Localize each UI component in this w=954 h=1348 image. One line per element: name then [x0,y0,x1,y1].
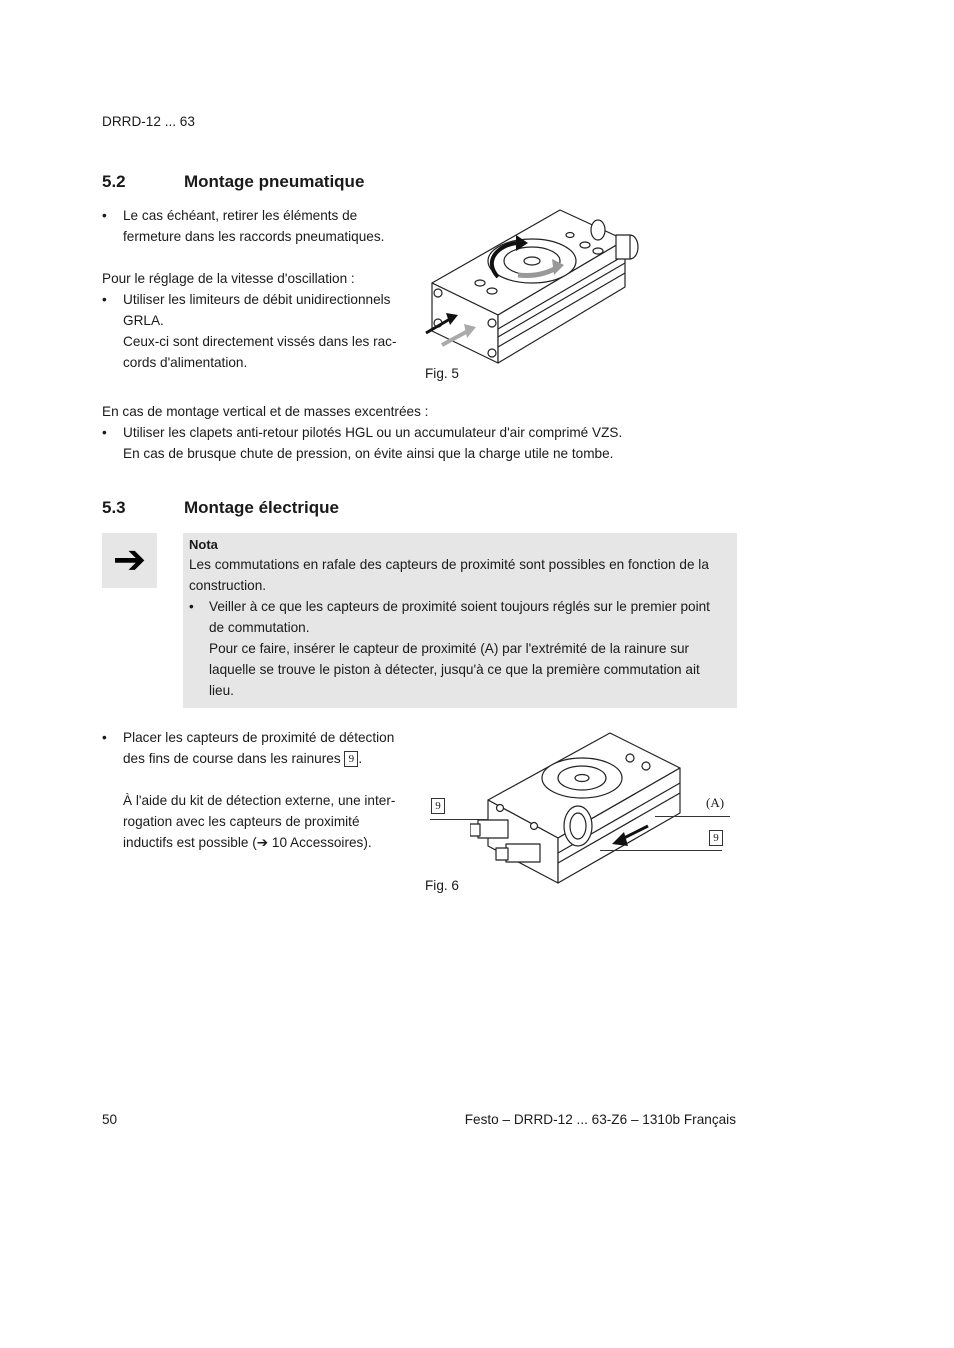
figure-label-a: (A) [706,795,725,810]
text-span: inductifs est possible ( [123,835,257,850]
section-number: 5.2 [102,172,126,191]
arrow-right-icon: ➔ [256,835,269,850]
reference-box: 9 [431,798,445,814]
reference-box: 9 [709,830,723,846]
text-line: À l'aide du kit de détection externe, une inter- [123,793,396,808]
text-line: Utiliser les clapets anti-retour pilotés HGL ou un accumulateur d'air comprimé VZS. [123,425,623,440]
leader-line [655,816,730,817]
section-number: 5.3 [102,498,126,517]
text-line [123,748,362,769]
section-title: Montage pneumatique [184,172,365,191]
figure-6-sensor-grooves [470,728,690,888]
nota-text: construction. [189,578,267,593]
text-span: . [358,751,363,766]
text-span: des fins de course dans les rainures [123,751,341,766]
bullet-mark: • [102,292,107,307]
reference-box: 9 [344,751,358,767]
bullet-mark: • [102,730,107,745]
text-line: Veiller à ce que les capteurs de proximité soient toujours réglés sur le premier point [209,599,710,614]
figure-caption: Fig. 5 [425,366,459,381]
text-line: GRLA. [123,313,164,328]
bullet-mark: • [189,599,194,614]
text-line: Utiliser les limiteurs de débit unidirectionnels [123,292,391,307]
paragraph: Pour le réglage de la vitesse d'oscillation : [102,271,355,286]
doc-reference: DRRD-12 ... 63 [102,114,195,129]
footer-doc-info: Festo – DRRD-12 ... 63-Z6 – 1310b Français [464,1112,736,1127]
text-line: Le cas échéant, retirer les éléments de [123,208,358,223]
text-line: laquelle se trouve le piston à détecter, jusqu'à ce que la première commutation ait [209,662,700,677]
section-title: Montage électrique [184,498,339,517]
text-line: de commutation. [209,620,310,635]
arrow-right-icon: ➔ [112,538,147,582]
paragraph: En cas de montage vertical et de masses excentrées : [102,404,429,419]
nota-text: Les commutations en rafale des capteurs de proximité sont possibles en fonction de la [189,557,709,572]
text-line: Placer les capteurs de proximité de détection [123,730,395,745]
text-line: fermeture dans les raccords pneumatiques. [123,229,385,244]
leader-line [430,819,488,820]
text-line: cords d'alimentation. [123,355,248,370]
text-line: Ceux-ci sont directement vissés dans les rac- [123,334,397,349]
nota-heading: Nota [189,537,218,552]
leader-line [600,850,722,851]
text-line: lieu. [209,683,234,698]
bullet-mark: • [102,425,107,440]
page-number: 50 [102,1112,118,1127]
text-line [123,832,372,853]
figure-caption: Fig. 6 [425,878,459,893]
text-line: Pour ce faire, insérer le capteur de proximité (A) par l'extrémité de la rainure sur [209,641,690,656]
text-span: 10 Accessoires). [268,835,372,850]
nota-arrow-box [102,533,157,588]
text-line: En cas de brusque chute de pression, on évite ainsi que la charge utile ne tombe. [123,446,614,461]
figure-5-rotary-actuator [420,205,650,375]
bullet-mark: • [102,208,107,223]
text-line: rogation avec les capteurs de proximité [123,814,360,829]
